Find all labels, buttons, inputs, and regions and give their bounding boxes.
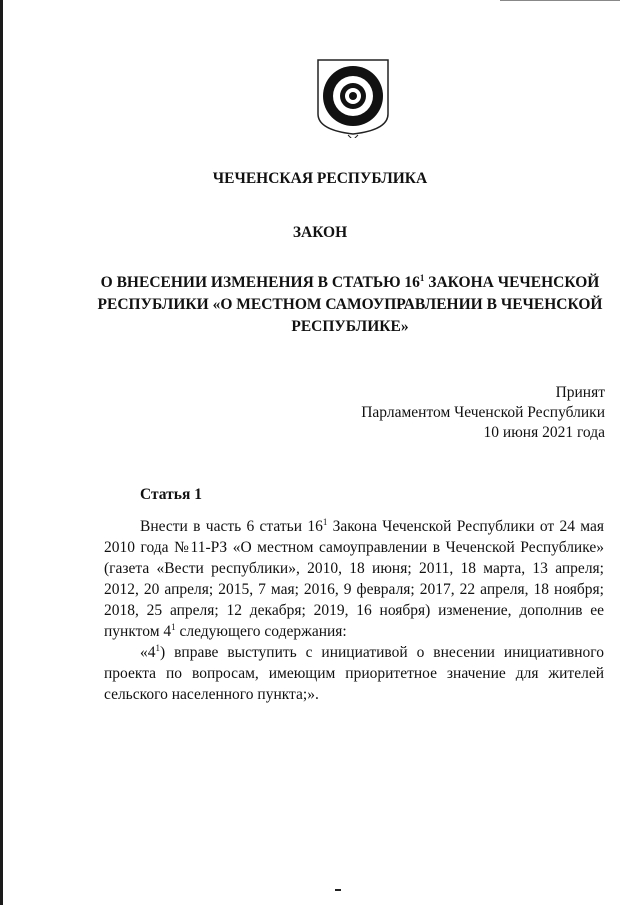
- state-name: ЧЕЧЕНСКАЯ РЕСПУБЛИКА: [212, 170, 428, 187]
- scan-edge: [0, 0, 3, 905]
- article-paragraph-quote: «$4^1$) вправе выступить с инициативой о внесении инициативного проекта по вопросам, имеющим приоритетное значение для жителей сельского населенного пункта;».: [104, 642, 604, 703]
- article-heading: Статья 1: [140, 486, 202, 503]
- adopted-by: Парламентом Чеченской Республики: [361, 404, 605, 421]
- page-mark: [335, 889, 341, 891]
- law-title: О ВНЕСЕНИИ ИЗМЕНЕНИЯ В СТАТЬЮ $16^1$ ЗАКОНА ЧЕЧЕНСКОЙ РЕСПУБЛИКИ «О МЕСТНОМ САМОУПРАВЛЕНИИ В ЧЕЧЕНСКОЙ РЕСПУБЛИКЕ»: [97, 272, 603, 335]
- scan-edge-top: [500, 0, 620, 1]
- document-type: ЗАКОН: [292, 224, 348, 241]
- coat-of-arms-icon: [312, 56, 394, 138]
- article-body: [104, 516, 604, 705]
- title-superscript: 1: [419, 272, 425, 283]
- article-paragraph: Внести в часть 6 статьи $16^1$ Закона Чеченской Республики от 24 мая 2010 года №11-РЗ «О местном самоуправлении в Чеченской Республике» (газета «Вести республики», 2010, 18 июня; 2011, 18 марта, 13 апреля; 2012, 20 апреля; 2015, 7 мая; 2016, 9 февраля; 2017, 22 апреля, 18 ноября; 2018, 25 апреля; 12 декабря; 2019, 16 ноября) изменение, дополнив ее пунктом $4^1$ следующего содержания:: [104, 516, 604, 640]
- adoption-block: [361, 383, 605, 443]
- adopted-label: Принят: [555, 384, 605, 401]
- adoption-date: 10 июня 2021 года: [483, 424, 605, 441]
